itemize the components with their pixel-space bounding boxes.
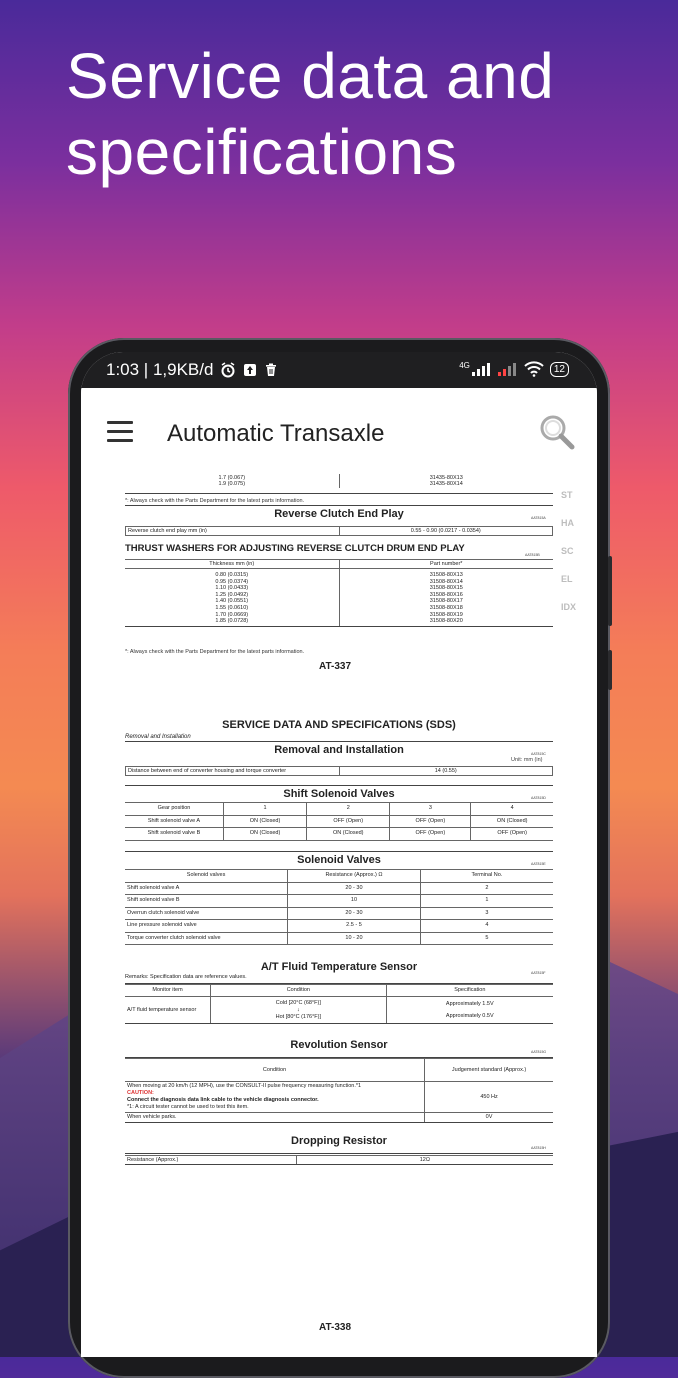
list-item: 1.40 (0.0551): [215, 598, 249, 605]
table-cell: OFF (Open): [390, 815, 471, 828]
table-cell: ON (Closed): [307, 828, 390, 841]
list-item: 1.10 (0.0433): [215, 585, 249, 592]
side-index-sc[interactable]: SC: [561, 546, 574, 556]
washer-top-table: [125, 474, 553, 488]
dropping-table: [125, 1155, 553, 1165]
table-row: [125, 882, 553, 895]
table-row: [125, 803, 553, 816]
unit-label: Unit: mm (in): [511, 757, 543, 763]
caution-label: CAUTION:: [127, 1090, 154, 1096]
table-row: [125, 828, 553, 841]
table-cell: 12Ω: [296, 1156, 553, 1165]
table-header: Terminal No.: [420, 870, 553, 883]
thickness-list: [125, 569, 339, 627]
section-code: AAT815G: [531, 1050, 547, 1054]
spec-hot: Approximately 0.5V: [445, 1013, 494, 1019]
section-code: AAT815F: [531, 971, 546, 975]
table-cell: Distance between end of converter housing and torque converter: [126, 767, 340, 776]
cell-text: 31435-80X14: [429, 481, 463, 487]
status-time-speed: 1:03 | 1,9KB/d: [106, 360, 214, 379]
table-header: 2: [307, 803, 390, 816]
table-header: 3: [390, 803, 471, 816]
table-row: [125, 474, 553, 488]
table-header: Part number*: [339, 560, 553, 569]
table-row: [125, 1113, 553, 1123]
table-cell: 1: [420, 895, 553, 908]
section-code: AAT815B: [525, 553, 540, 557]
caution-text: Connect the diagnosis data link cable to the vehicle diagnosis connector.: [127, 1097, 319, 1103]
menu-button[interactable]: [107, 421, 133, 443]
alarm-icon: [220, 362, 236, 378]
section-title-removal: Removal and Installation: [125, 741, 553, 756]
section-code: AAT815E: [531, 862, 546, 866]
wifi-icon: [524, 361, 544, 377]
table-header: Resistance (Approx.) Ω: [288, 870, 421, 883]
cell-text: 1.9 (0.075): [218, 481, 246, 487]
table-row: [125, 895, 553, 908]
search-icon: [539, 414, 575, 450]
table-cell: When vehicle parks.: [125, 1113, 425, 1123]
table-row: [125, 1156, 553, 1165]
section-title-solenoid-valves: Solenoid Valves: [125, 851, 553, 866]
table-cell: A/T fluid temperature sensor: [125, 997, 211, 1024]
table-cell: Overrun clutch solenoid valve: [125, 907, 288, 920]
side-index-ha[interactable]: HA: [561, 518, 574, 528]
table-cell: ON (Closed): [223, 828, 306, 841]
table-cell: ON (Closed): [223, 815, 306, 828]
table-row: [125, 985, 553, 997]
table-header: 1: [223, 803, 306, 816]
remarks-text: Remarks: Specification data are reference values.: [125, 974, 247, 980]
section-title-dropping: Dropping Resistor: [291, 1135, 387, 1147]
app-bar: [81, 388, 597, 474]
revolution-table: [125, 1058, 553, 1123]
note-text: *1: A circuit tester cannot be used to test this item.: [127, 1104, 249, 1110]
app-title: Automatic Transaxle: [167, 420, 385, 447]
table-row: [126, 527, 553, 536]
list-item: 31508-80X16: [429, 591, 463, 598]
side-index-el[interactable]: EL: [561, 574, 573, 584]
network-type: 4G: [459, 360, 470, 370]
table-cell: 4: [420, 920, 553, 933]
list-item: 31508-80X20: [429, 618, 463, 625]
section-title-fluid-temp: A/T Fluid Temperature Sensor: [260, 961, 418, 973]
table-cell: 5: [420, 932, 553, 945]
section-title-thrust-washers: THRUST WASHERS FOR ADJUSTING REVERSE CLUTCH DRUM END PLAY: [125, 543, 465, 554]
spec-cold: Approximately 1.5V: [445, 1001, 494, 1007]
table-row: [125, 1082, 553, 1113]
table-header: Monitor item: [125, 985, 211, 997]
table-cell: Resistance (Approx.): [125, 1156, 296, 1165]
table-cell: 0V: [425, 1113, 553, 1123]
trash-icon: [264, 363, 278, 377]
table-row: [125, 907, 553, 920]
list-item: 1.70 (0.0669): [215, 611, 249, 618]
table-cell: 10: [288, 895, 421, 908]
table-cell: Shift solenoid valve A: [125, 882, 288, 895]
fluid-temp-table: [125, 984, 553, 1024]
table-cell: 450 Hz: [425, 1082, 553, 1113]
signal-weak-icon: [498, 362, 518, 376]
table-cell: OFF (Open): [307, 815, 390, 828]
section-code: AAT815A: [531, 516, 546, 520]
part-number-list: [339, 569, 553, 627]
side-index-st[interactable]: ST: [561, 490, 573, 500]
list-item: 31508-80X18: [429, 604, 463, 611]
table-cell: Shift solenoid valve B: [125, 828, 223, 841]
table-cell: [211, 997, 386, 1024]
table-cell: Line pressure solenoid valve: [125, 920, 288, 933]
menu-icon-bar: [107, 421, 133, 424]
divider: [125, 1153, 553, 1154]
table-header: Condition: [211, 985, 386, 997]
reverse-clutch-table: [125, 526, 553, 536]
page-number: AT-337: [319, 661, 352, 672]
phone-power-button: [608, 650, 612, 690]
table-cell: ON (Closed): [471, 815, 553, 828]
condition-hot: Hot [80°C (176°F)]: [275, 1013, 321, 1020]
table-row: [125, 560, 553, 569]
table-cell: OFF (Open): [471, 828, 553, 841]
shift-solenoid-table: [125, 802, 553, 841]
thrust-washer-table: [125, 559, 553, 627]
table-cell: 3: [420, 907, 553, 920]
phone-screen: [81, 352, 597, 1357]
table-header: Judgement standard (Approx.): [425, 1059, 553, 1082]
table-header: Gear position: [125, 803, 223, 816]
section-code: AAT815H: [531, 1146, 546, 1150]
section-title-revolution: Revolution Sensor: [290, 1039, 388, 1051]
headline-line-2: specifications: [66, 116, 458, 188]
section-title-reverse-clutch: Reverse Clutch End Play: [125, 505, 553, 520]
table-cell: Reverse clutch end play mm (in): [126, 527, 340, 536]
table-cell: Shift solenoid valve B: [125, 895, 288, 908]
list-item: 31508-80X19: [429, 611, 463, 618]
table-cell: 2: [420, 882, 553, 895]
parts-note: *: Always check with the Parts Department for the latest parts information.: [125, 649, 305, 655]
table-cell: OFF (Open): [390, 828, 471, 841]
battery-level: 12: [553, 363, 565, 375]
list-item: 0.95 (0.0374): [215, 578, 249, 585]
table-cell: 20 - 30: [288, 882, 421, 895]
table-header: Thickness mm (in): [125, 560, 339, 569]
parts-note: *: Always check with the Parts Department for the latest parts information.: [125, 498, 305, 504]
list-item: 31508-80X17: [429, 598, 463, 605]
table-row: [125, 1059, 553, 1082]
section-code: AAT815C: [531, 752, 546, 756]
table-row: [126, 767, 553, 776]
status-bar: [81, 352, 597, 388]
table-cell: 14 (0.55): [339, 767, 553, 776]
section-code: AAT815D: [531, 796, 546, 800]
table-cell: 10 - 20: [288, 932, 421, 945]
upload-icon: [243, 363, 257, 377]
promo-headline: [66, 38, 554, 190]
sds-title: SERVICE DATA AND SPECIFICATIONS (SDS): [222, 719, 456, 731]
table-cell: [339, 474, 553, 488]
search-button[interactable]: [539, 414, 575, 450]
divider: [125, 493, 553, 494]
table-cell: [125, 474, 339, 488]
table-cell: Torque converter clutch solenoid valve: [125, 932, 288, 945]
table-cell: 2.5 - 5: [288, 920, 421, 933]
page-number: AT-338: [319, 1322, 352, 1333]
table-row: [125, 569, 553, 627]
solenoid-valves-table: [125, 869, 553, 945]
table-cell: Shift solenoid valve A: [125, 815, 223, 828]
battery-icon: [550, 362, 569, 377]
table-row: [125, 815, 553, 828]
table-header: 4: [471, 803, 553, 816]
list-item: 31508-80X15: [429, 585, 463, 592]
headline-line-1: Service data and: [66, 40, 555, 112]
table-cell: 20 - 30: [288, 907, 421, 920]
condition-text: When moving at 20 km/h (12 MPH), use the CONSULT-II pulse frequency measuring function.*1: [127, 1083, 362, 1089]
list-item: 31508-80X14: [429, 578, 463, 585]
table-row: [125, 870, 553, 883]
condition-cold: Cold [20°C (68°F)]: [275, 999, 321, 1006]
table-header: Solenoid valves: [125, 870, 288, 883]
cell-text: 1.7 (0.067): [218, 475, 246, 481]
table-cell: [125, 1082, 425, 1113]
list-item: 31508-80X13: [429, 572, 463, 578]
table-header: Condition: [125, 1059, 425, 1082]
table-row: [125, 997, 553, 1024]
phone-volume-button: [608, 556, 612, 626]
section-title-shift-solenoid: Shift Solenoid Valves: [125, 785, 553, 800]
list-item: 1.85 (0.0728): [215, 618, 249, 625]
table-header: Specification: [386, 985, 553, 997]
table-row: [125, 932, 553, 945]
sds-subtitle: Removal and Installation: [125, 734, 191, 740]
cell-text: 31435-80X13: [429, 475, 463, 481]
list-item: 1.25 (0.0492): [215, 591, 249, 598]
list-item: 1.55 (0.0610): [215, 604, 249, 611]
removal-table: [125, 766, 553, 776]
signal-icon: [472, 362, 492, 376]
table-row: [125, 920, 553, 933]
list-item: 0.80 (0.0315): [215, 572, 249, 578]
menu-icon-bar: [107, 430, 133, 433]
menu-icon-bar: [107, 439, 133, 442]
table-cell: 0.55 - 0.90 (0.0217 - 0.0354): [339, 527, 553, 536]
table-cell: [386, 997, 553, 1024]
document-page[interactable]: [81, 474, 597, 1357]
arrow-icon: ↓: [296, 1006, 300, 1013]
side-index-idx[interactable]: IDX: [561, 602, 577, 612]
